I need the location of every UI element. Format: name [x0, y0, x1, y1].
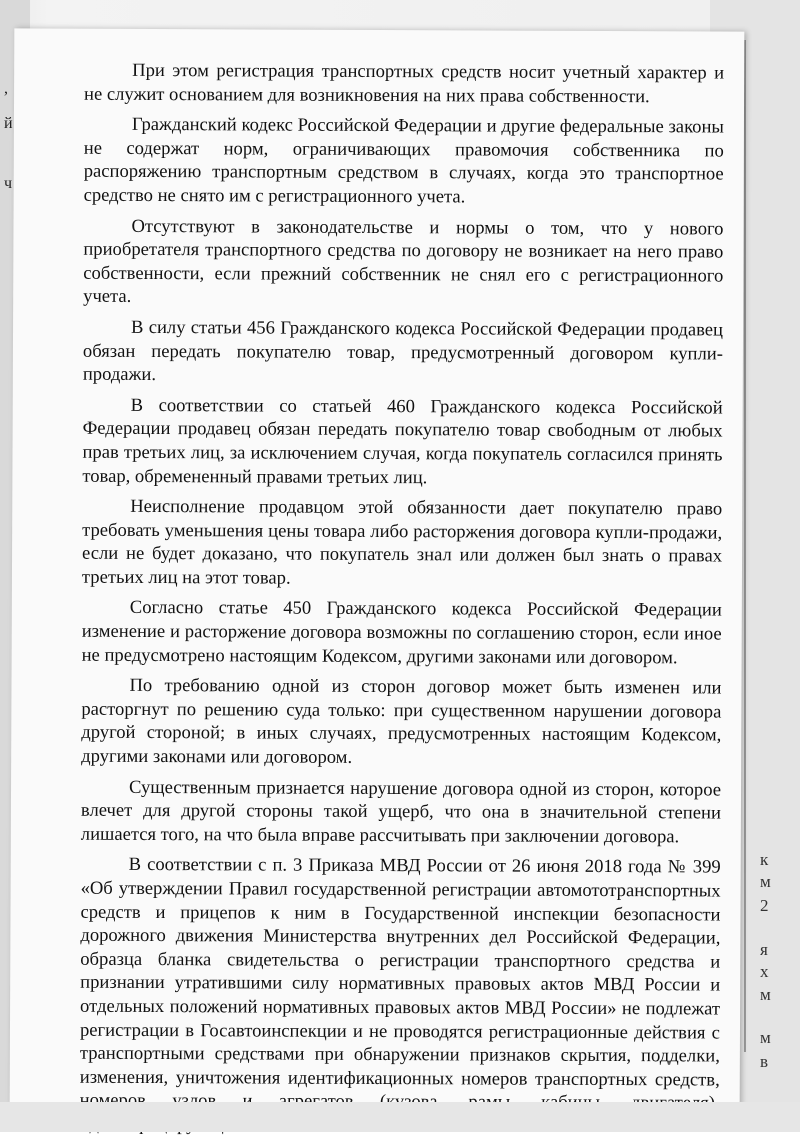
right-margin-fragment: м — [760, 985, 771, 1004]
left-margin-fragment: ч — [4, 175, 13, 192]
right-margin-fragment: м — [760, 872, 771, 891]
left-margin-fragment: й — [4, 115, 13, 132]
paragraph: В соответствии с п. 3 Приказа МВД России от 26 июня 2018 года № 399 «Об утверждении Правил государственной регистрации автомототранспортных средств и прицепов к ним в Государственной инспекции безопасности дорожного движения Министерства внутренних дел Российской Федерации, образца бланка свидетельства о регистрации транспортного средства и признании утратившими силу нормативных правовых актов МВД России и отдельных положений нормативных правовых актов МВД России» не подлежат регистрации в Госавтоинспекции и не проводятся регистрационные действия с транспортными средствами при обнаружении признаков скрытия, подделки, изменения, уничтожения идентификационных номеров транспортных средств, номеров — [79, 854, 721, 1112]
page-edge-line — [744, 40, 746, 1052]
paragraph: При этом регистрация транспортных средств носит учетный характер и не служит основанием для возникновения на них права собственности. — [84, 59, 725, 107]
left-margin-fragment: , — [4, 80, 8, 97]
right-margin-fragment: в — [760, 1052, 769, 1071]
right-margin-fragment: я — [760, 940, 768, 959]
paragraph: По требованию одной из сторон договор может быть изменен или расторгнут по решению суда только: при существенном нарушении договора другой стороной; в иных случаях, предусмотренных настоящим Кодексом, другими законами или договором. — [81, 675, 722, 768]
paragraph: Существенным признается нарушение договора одной из сторон, которое влечет для другой стороны такой ущерб, что она в значительной степени лишается того, на что была вправе рассчитывать при заключении договора. — [80, 776, 722, 848]
paragraph: В силу статьи 456 Гражданского кодекса Российской Федерации продавец обязан передать покупателю товар, предусмотренный договором купли-продажи. — [82, 316, 724, 386]
bottom-background — [0, 1102, 800, 1132]
right-margin-fragment: 2 — [760, 896, 769, 915]
right-margin-fragment: к — [760, 850, 769, 869]
paragraph: Согласно статье 450 Гражданского кодекса Российской Федерации изменение и расторжение договора возможны по соглашению сторон, если иное не предусмотрено настоящим Кодексом, другими законами или договором. — [81, 597, 722, 668]
paragraph: Гражданский кодекс Российской Федерации и другие федеральные законы не содержат норм, ограничивающих правомочия собственника по распоряжению транспортным средством в случаях, когда это транспортное средство не снято им с регистрационного учета. — [83, 114, 724, 208]
paragraph: Отсутствуют в законодательстве и нормы о том, что у нового приобретателя транспортного средства по договору не возникает на него право собственности, если прежний собственник не снял его с регистрационного учета. — [83, 215, 724, 308]
right-margin-fragment: х — [760, 962, 769, 981]
paragraph: Неисполнение продавцом этой обязанности дает покупателю право требовать уменьшения цены товара либо расторжения договора купли-продажи, если не будет доказано, что покупатель знал или должен был знать о правах третьих лиц на этот товар. — [81, 496, 723, 589]
right-margin-fragment: м — [760, 1028, 771, 1047]
paragraph: В соответствии со статьей 460 Гражданского кодекса Российской Федерации продавец обязан передать покупателю товар свободным от любых прав третьих лиц, за исключением случая, когда покупатель согласился принять товар, обремененный правами третьих лиц. — [82, 394, 723, 488]
document-page — [10, 28, 745, 1112]
document-body — [80, 59, 725, 1139]
